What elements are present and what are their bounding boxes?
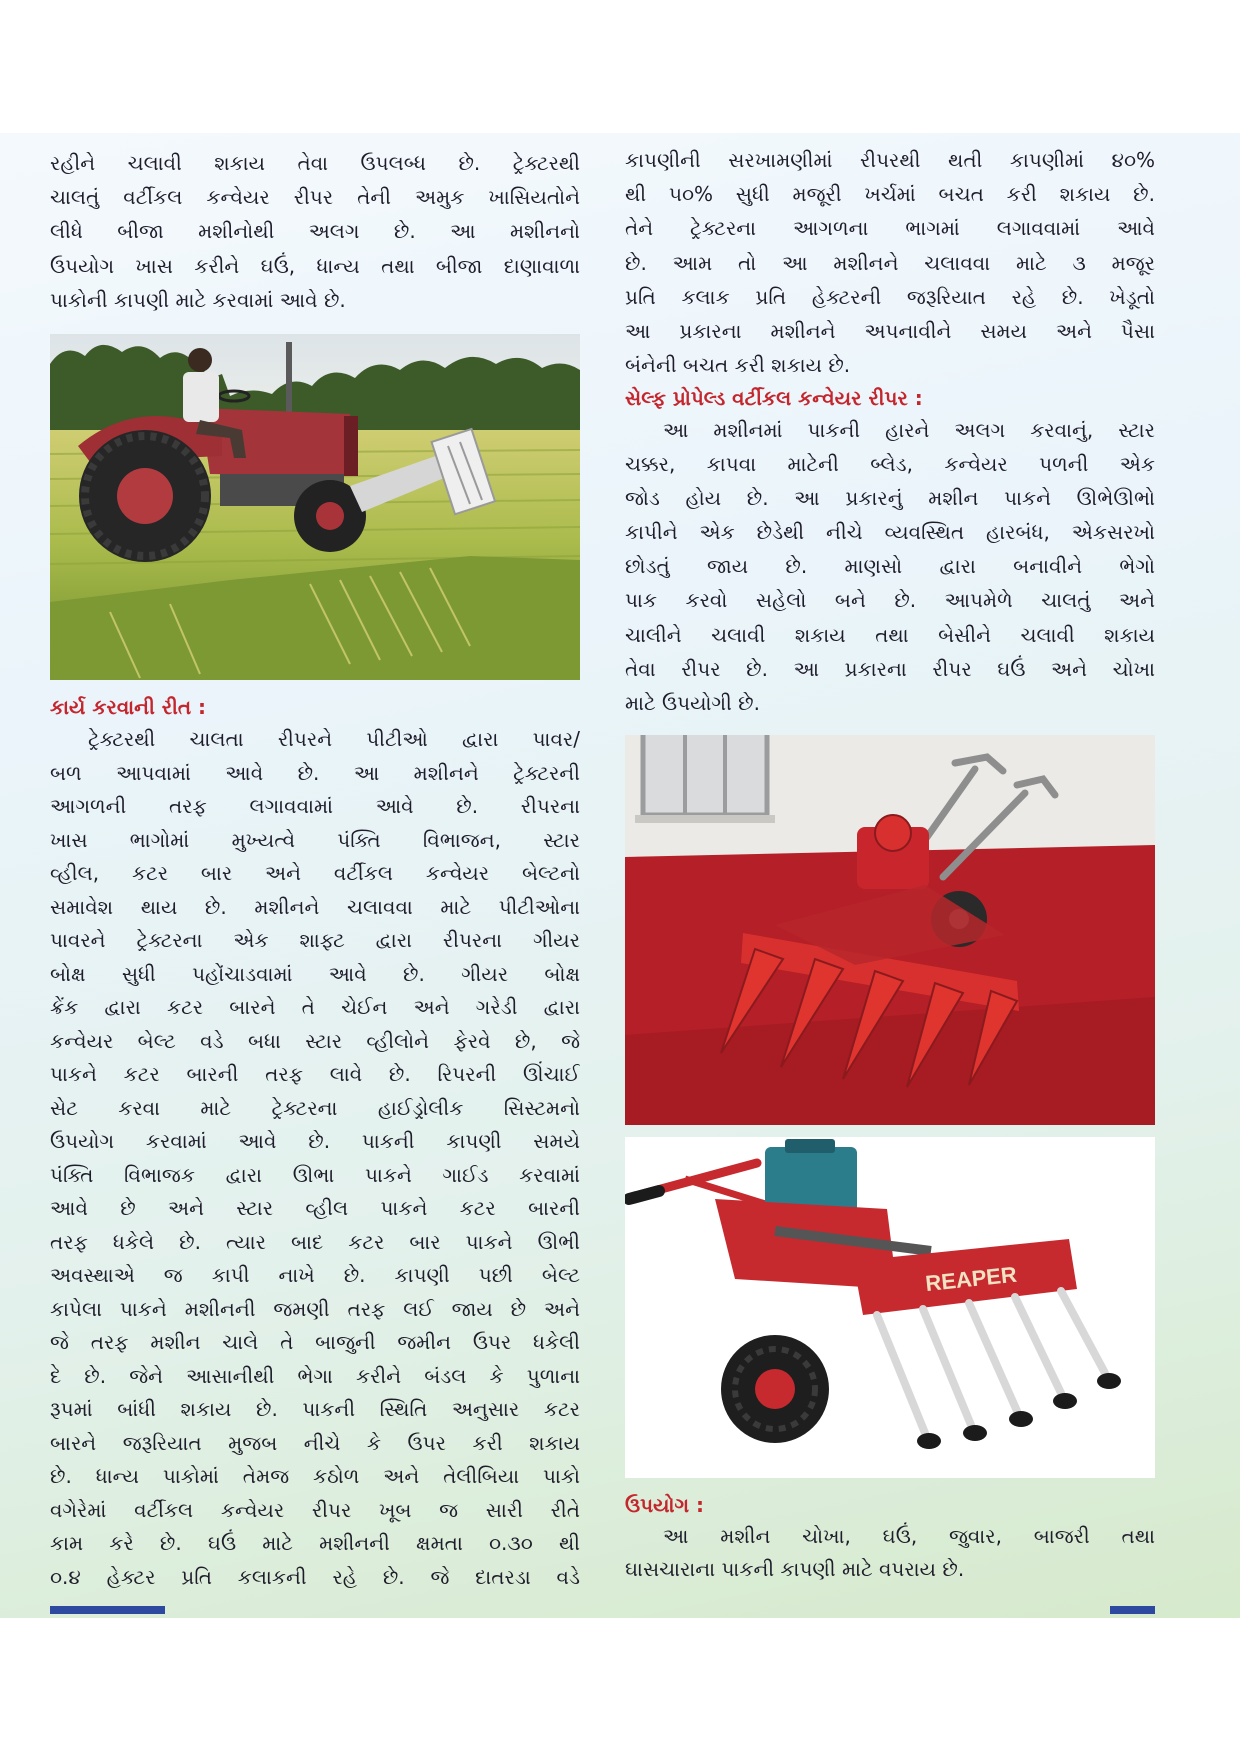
reaper-red-floor-photo [625, 735, 1155, 1125]
body-line: તરફ ધકેલે છે. ત્યાર બાદ કટર બાર પાકને ઊભી [50, 1229, 580, 1254]
intro-line: આ પ્રકારના મશીનને અપનાવીને સમય અને પૈસા [625, 318, 1155, 343]
right-body-paragraph [625, 413, 1155, 720]
intro-line: પાકોની કાપણી માટે કરવામાં આવે છે. [50, 287, 346, 312]
tractor-grille [344, 416, 358, 476]
rear-wheel-hub [117, 468, 173, 524]
body-line: ચક્કર, કાપવા માટેની બ્લેડ, કન્વેયર પળની એક [625, 452, 1155, 477]
body-line: તેવા રીપર છે. આ પ્રકારના રીપર ઘઉં અને ચોખા [625, 656, 1155, 681]
body-line: છે. ધાન્ય પાકોમાં તેમજ કઠોળ અને તેલીબિયા પાકો [50, 1464, 580, 1488]
body-line: ૦.૪ હેક્ટર પ્રતિ કલાકની રહે છે. જે દાતરડા વડે [50, 1564, 580, 1589]
body-line: આગળની તરફ લગાવવામાં આવે છે. રીપરના [50, 794, 580, 818]
intro-line: પ્રતિ કલાક પ્રતિ હેક્ટરની જરૂરિયાત રહે છે. ખેડૂતો [625, 284, 1155, 309]
footer-bar-left [50, 1606, 165, 1614]
intro-line: તેને ટ્રેક્ટરના આગળના ભાગમાં લગાવવામાં આવે [625, 216, 1155, 241]
window [635, 735, 775, 823]
driver-head [188, 348, 212, 372]
intro-line: લીધે બીજા મશીનોથી અલગ છે. આ મશીનનો [50, 219, 580, 244]
body-line: બારને જરૂરિયાત મુજબ નીચે કે ઉપર કરી શકાય [50, 1430, 580, 1455]
wheel-hub [755, 1369, 795, 1409]
body-line: સેટ કરવા માટે ટ્રેક્ટરના હાઈડ્રોલીક સિસ્ટમનો [50, 1095, 580, 1120]
intro-line: કાપણીની સરખામણીમાં રીપરથી થતી કાપણીમાં ૪૦% [625, 148, 1155, 172]
body-line: બળ આપવામાં આવે છે. આ મશીનને ટ્રેક્ટરની [50, 760, 580, 785]
section-heading-usage: ઉપયોગ : [625, 1493, 705, 1517]
section-heading-working-method: કાર્ય કરવાની રીત : [50, 695, 207, 719]
body-line: બોક્ષ સુધી પહોંચાડવામાં આવે છે. ગીયર બોક્ષ [50, 961, 580, 986]
tractor-reaper-photo [50, 334, 580, 680]
intro-line: છે. આમ તો આ મશીનને ચલાવવા માટે ૩ મજૂર [625, 250, 1155, 275]
intro-line: ઉપયોગ ખાસ કરીને ઘઉં, ધાન્ય તથા બીજા દાણાવાળા [50, 253, 580, 278]
body-line: અવસ્થાએ જ કાપી નાખે છે. કાપણી પછી બેલ્ટ [50, 1263, 580, 1287]
body-line: સમાવેશ થાય છે. મશીનને ચલાવવા માટે પીટીઓના [50, 894, 580, 919]
body-line: રૂપમાં બાંધી શકાય છે. પાકની સ્થિતિ અનુસાર કટર [50, 1397, 580, 1421]
front-wheel-hub [316, 502, 344, 530]
intro-line: રહીને ચલાવી શકાય તેવા ઉપલબ્ધ છે. ટ્રેક્ટરથી [50, 151, 580, 175]
fuel-tank [875, 815, 911, 851]
driver-shirt [183, 372, 219, 422]
footer-bar-right [1110, 1606, 1155, 1614]
reaper-white-background-photo [625, 1137, 1155, 1478]
body-line: ક્રેંક દ્વારા કટર બારને તે ચેઈન અને ગરેડી દ્વારા [50, 995, 580, 1019]
body-line: પાક કરવો સહેલો બને છે. આપમેળે ચાલતું અને [625, 588, 1155, 613]
body-line: આ મશીનમાં પાકની હારને અલગ કરવાનું, સ્ટાર [663, 418, 1155, 442]
usage-line: ઘાસચારાના પાકની કાપણી માટે વપરાય છે. [625, 1557, 965, 1581]
tractor-hood [200, 408, 354, 476]
intro-line: ચાલતું વર્ટીકલ કન્વેયર રીપર તેની અમુક ખાસિયતોને [50, 185, 580, 210]
intro-line: થી ૫૦% સુધી મજૂરી ખર્ચમાં બચત કરી શકાય છે. [625, 182, 1155, 207]
usage-paragraph [625, 1520, 1155, 1586]
body-line: પંક્તિ વિભાજક દ્વારા ઊભા પાકને ગાઈડ કરવામાં [50, 1162, 580, 1187]
body-line: ખાસ ભાગોમાં મુખ્યત્વે પંક્તિ વિભાજન, સ્ટાર [50, 827, 580, 852]
body-line: કન્વેયર બેલ્ટ વડે બધા સ્ટાર વ્હીલોને ફેરવે છે, જે [50, 1028, 580, 1053]
handle-grip [629, 1191, 659, 1199]
left-intro-paragraph [50, 146, 580, 317]
section-heading-self-propelled-reaper: સેલ્ફ પ્રોપેલ્ડ વર્ટીકલ કન્વેયર રીપર : [625, 386, 923, 410]
body-line: જે તરફ મશીન ચાલે તે બાજુની જમીન ઉપર ધકેલી [50, 1330, 580, 1354]
right-intro-paragraph [625, 143, 1155, 382]
body-line: ઉપયોગ કરવામાં આવે છે. પાકની કાપણી સમયે [50, 1129, 580, 1153]
body-line: વ્હીલ, કટર બાર અને વર્ટીકલ કન્વેયર બેલ્ટનો [50, 861, 580, 885]
intro-line: બંનેની બચત કરી શકાય છે. [625, 353, 851, 378]
body-line: ટ્રેક્ટરથી ચાલતા રીપરને પીટીઓ દ્વારા પાવર/ [88, 727, 580, 751]
left-body-paragraph [50, 723, 580, 1594]
body-line: પાકને કટર બારની તરફ લાવે છે. રિપરની ઊંચાઈ [50, 1062, 580, 1086]
usage-line: આ મશીન ચોખા, ઘઉં, જુવાર, બાજરી તથા [663, 1524, 1155, 1548]
engine-top [785, 1139, 835, 1153]
body-line: કામ કરે છે. ઘઉં માટે મશીનની ક્ષમતા ૦.૩૦ થી [50, 1531, 580, 1555]
body-line: ચાલીને ચલાવી શકાય તથા બેસીને ચલાવી શકાય [625, 622, 1155, 647]
body-line: આવે છે અને સ્ટાર વ્હીલ પાકને કટર બારની [50, 1196, 580, 1220]
body-line: પાવરને ટ્રેક્ટરના એક શાફ્ટ દ્વારા રીપરના ગીયર [50, 928, 580, 952]
body-line: જોડ હોય છે. આ પ્રકારનું મશીન પાકને ઊભેઊભો [625, 486, 1155, 511]
body-line: કાપેલા પાકને મશીનની જમણી તરફ લઈ જાય છે અને [50, 1296, 580, 1321]
body-line: છોડતું જાય છે. માણસો દ્વારા બનાવીને ભેગો [625, 554, 1155, 579]
body-line: દે છે. જેને આસાનીથી ભેગા કરીને બંડલ કે પુળાના [50, 1363, 580, 1388]
body-line: માટે ઉપયોગી છે. [625, 690, 760, 715]
body-line: વગેરેમાં વર્ટીકલ કન્વેયર રીપર ખૂબ જ સારી રીતે [50, 1497, 580, 1522]
reaper-brand-label: REAPER [924, 1261, 1018, 1297]
body-line: કાપીને એક છેડેથી નીચે વ્યવસ્થિત હારબંધ, એકસરખો [625, 520, 1155, 545]
